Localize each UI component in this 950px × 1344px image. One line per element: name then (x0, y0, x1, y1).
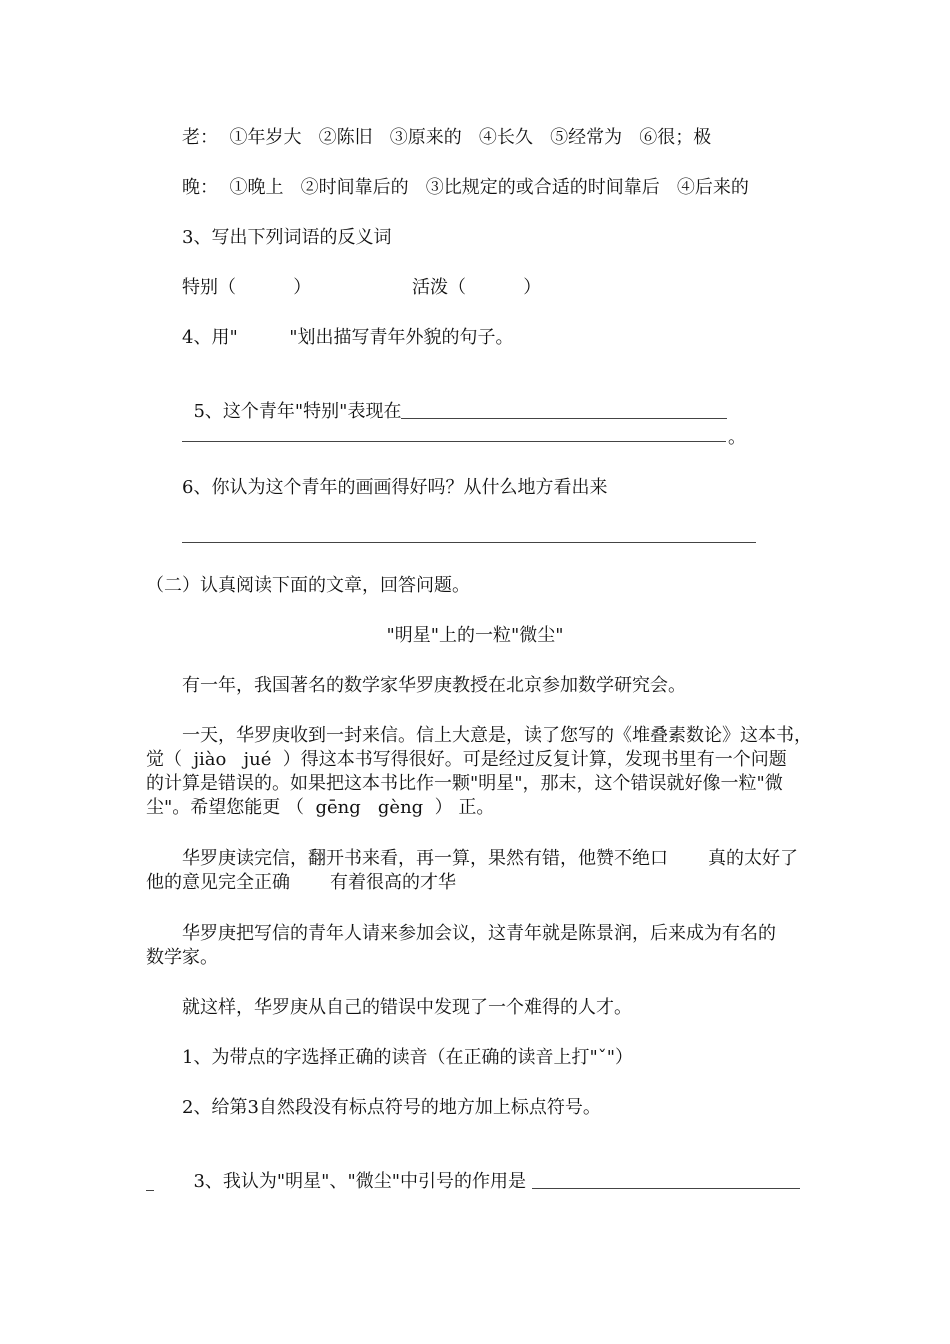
answer-line[interactable] (146, 1190, 154, 1191)
question-5-text: 5、这个青年"特别"表现在 (193, 401, 402, 422)
article-question-1: 1、为带点的字选择正确的读音（在正确的读音上打"ˇ"） (182, 1047, 634, 1068)
paragraph-5: 就这样，华罗庚从自己的错误中发现了一个难得的人才。 (182, 997, 632, 1018)
paragraph-3-line-2: 他的意见完全正确 有着很高的才华 (146, 872, 457, 893)
paragraph-1: 有一年，我国著名的数学家华罗庚教授在北京参加数学研究会。 (182, 675, 686, 696)
article-title: "明星"上的一粒"微尘" (386, 625, 564, 646)
paragraph-2-line-1: 一天，华罗庚收到一封来信。信上大意是，读了您写的《堆叠素数论》这本书， (182, 725, 812, 746)
meaning-line-lao: 老： ①年岁大 ②陈旧 ③原来的 ④长久 ⑤经常为 ⑥很；极 (182, 127, 712, 148)
answer-line[interactable] (182, 441, 726, 442)
section-heading: （二）认真阅读下面的文章，回答问题。 (146, 575, 470, 596)
paragraph-2-line-2: 觉（ jiào jué ）得这本书写得很好。可是经过反复计算，发现书里有一个问题 (146, 749, 787, 770)
question-5-end: 。 (728, 427, 746, 448)
article-question-3 (182, 1146, 800, 1194)
paragraph-4-line-2: 数学家。 (146, 947, 218, 968)
question-6: 6、你认为这个青年的画画得好吗？从什么地方看出来 (182, 477, 608, 498)
answer-blank[interactable] (401, 400, 727, 419)
answer-blank[interactable] (532, 1170, 800, 1189)
meaning-line-wan: 晚： ①晚上 ②时间靠后的 ③比规定的或合适的时间靠后 ④后来的 (182, 177, 749, 198)
paragraph-3-line-1: 华罗庚读完信，翻开书来看，再一算，果然有错，他赞不绝口 真的太好了 (182, 848, 799, 869)
question-5 (182, 376, 727, 424)
answer-line[interactable] (182, 542, 756, 543)
antonym-item-1: 特别（ ） (182, 277, 312, 298)
paragraph-4-line-1: 华罗庚把写信的青年人请来参加会议，这青年就是陈景润，后来成为有名的 (182, 923, 776, 944)
paragraph-2-line-4: 尘"。希望您能更 （ gēng gèng ） 正。 (146, 797, 495, 818)
question-4: 4、用" "划出描写青年外貌的句子。 (182, 327, 514, 348)
question-3: 3、写出下列词语的反义词 (182, 227, 392, 248)
paragraph-2-line-3: 的计算是错误的。如果把这本书比作一颗"明星"，那末，这个错误就好像一粒"微 (146, 773, 783, 794)
article-question-3-text: 3、我认为"明星"、"微尘"中引号的作用是 (193, 1171, 532, 1192)
article-question-2: 2、给第3自然段没有标点符号的地方加上标点符号。 (182, 1097, 601, 1118)
antonym-item-2: 活泼（ ） (412, 277, 542, 298)
